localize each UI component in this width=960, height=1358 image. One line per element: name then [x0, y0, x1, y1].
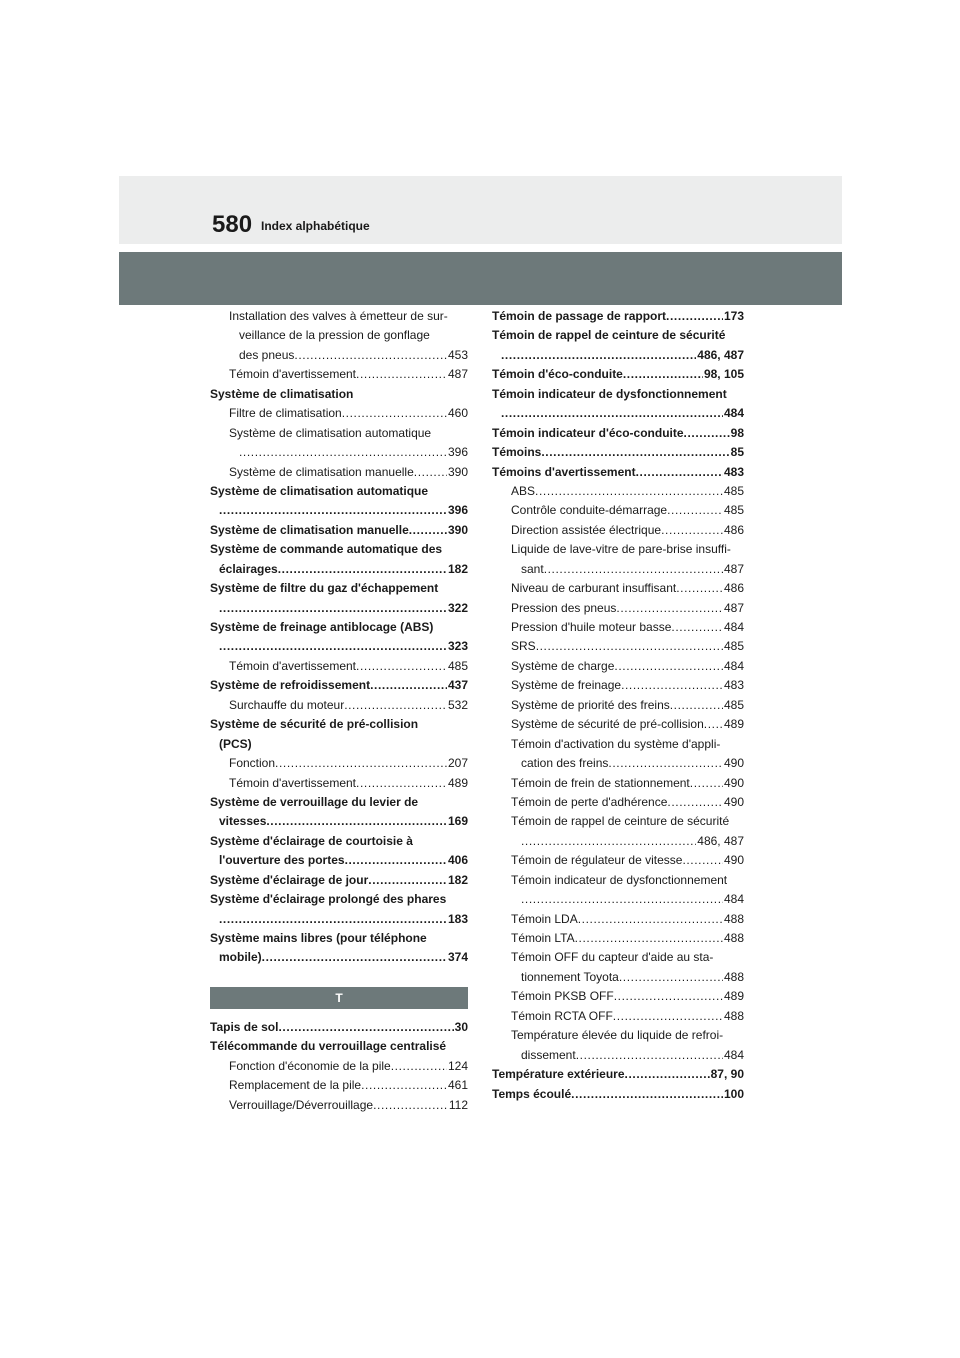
dot-leader: [391, 1057, 447, 1076]
dot-leader: [278, 560, 447, 579]
index-entry: [492, 599, 744, 618]
dot-leader: [368, 871, 447, 890]
index-entry-text: Témoin indicateur de dysfonctionnement: [492, 386, 727, 401]
dot-leader: [521, 832, 696, 851]
index-entry-page: 182: [447, 872, 468, 887]
index-entry: [210, 424, 468, 443]
index-entry-text: Système de freinage antiblocage (ABS): [210, 620, 434, 634]
index-entry-page: 169: [447, 814, 468, 829]
index-entry-page: 532: [447, 697, 468, 712]
index-entry: [210, 1018, 468, 1037]
index-entry-text: Système de verrouillage du levier de: [210, 794, 419, 809]
index-entry-page: 489: [723, 989, 744, 1004]
index-entry: [492, 521, 744, 540]
index-entry: [492, 910, 744, 929]
index-entry: [210, 579, 468, 598]
index-entry-text: éclairages: [219, 561, 278, 576]
index-entry-page: 484: [723, 1047, 744, 1062]
index-entry: [492, 424, 744, 443]
index-entry-text: Témoin indicateur d'éco-conduite: [492, 425, 684, 440]
index-entry-page: 485: [447, 658, 468, 673]
dot-leader: [625, 1065, 710, 1084]
dot-leader: [278, 1018, 453, 1037]
dot-leader: [636, 463, 723, 482]
index-entry-text: vitesses: [219, 814, 267, 829]
dot-leader: [667, 793, 723, 812]
index-entry: [210, 774, 468, 793]
index-entry-page: 485: [723, 639, 744, 654]
index-entry: [210, 365, 468, 384]
dot-leader: [623, 365, 703, 384]
index-entry-page: 484: [723, 658, 744, 673]
dot-leader: [619, 968, 723, 987]
index-entry-text: tionnement Toyota: [521, 969, 619, 984]
index-entry-page: 437: [447, 678, 468, 693]
index-entry: [210, 1057, 468, 1076]
index-entry: [492, 1046, 744, 1065]
index-entry-text: Système de climatisation automatique: [229, 425, 432, 440]
index-entry-page: 488: [723, 931, 744, 945]
index-entry: [492, 851, 744, 870]
index-entry: [210, 929, 468, 948]
index-entry: [492, 948, 744, 967]
dot-leader: [676, 579, 723, 598]
index-column-t-section: [210, 1018, 468, 1115]
index-entry-page: 396: [447, 445, 468, 460]
index-entry-text: Témoin de rappel de ceinture de sécurité: [511, 814, 730, 829]
dot-leader: [219, 599, 447, 618]
index-entry: [210, 443, 468, 462]
index-entry-page: 483: [723, 464, 744, 479]
dot-leader: [262, 948, 447, 967]
index-entry: [492, 774, 744, 793]
index-entry-text: mobile): [219, 950, 262, 965]
index-entry-page: 124: [447, 1058, 468, 1073]
index-entry-text: Témoin de frein de stationnement: [511, 775, 690, 790]
index-entry-text: Système de freinage: [511, 678, 622, 693]
dot-leader: [501, 346, 696, 365]
index-entry: [210, 385, 468, 404]
index-entry-page: 207: [447, 756, 468, 771]
dot-leader: [275, 754, 447, 773]
index-entry: [210, 948, 468, 967]
index-entry-text: Système d'éclairage de jour: [210, 872, 369, 887]
index-entry-text: Témoin d'activation du système d'appli-: [511, 736, 721, 751]
index-entry-text: Tapis de sol: [210, 1020, 279, 1034]
index-entry-text: veillance de la pression de gonflage: [239, 328, 430, 343]
index-entry-text: Témoin de rappel de ceinture de sécurité: [492, 328, 726, 343]
index-entry: [492, 657, 744, 676]
index-entry-page: 490: [723, 775, 744, 790]
index-entry-text: Système de charge: [511, 658, 615, 673]
index-entry: [492, 832, 744, 851]
index-entry: [492, 793, 744, 812]
index-entry-text: Témoin LDA: [511, 911, 578, 926]
index-entry: [492, 307, 744, 326]
index-entry-page: 486, 487: [697, 833, 744, 848]
index-entry-text: SRS: [511, 639, 536, 654]
dot-leader: [356, 774, 447, 793]
dot-leader: [575, 929, 723, 948]
dot-leader: [576, 1046, 723, 1065]
index-entry: [492, 346, 744, 365]
index-entry-page: 390: [447, 464, 468, 479]
dot-leader: [614, 987, 723, 1006]
index-entry: [210, 307, 468, 326]
index-entry-text: Système de climatisation: [210, 386, 354, 401]
index-entry-text: l'ouverture des portes: [219, 853, 345, 868]
index-entry-text: Fonction: [229, 756, 276, 771]
index-entry-page: 490: [723, 853, 744, 868]
dot-leader: [684, 424, 730, 443]
index-entry: [492, 579, 744, 598]
index-entry-text: Témoin indicateur de dysfonctionnement: [511, 872, 728, 887]
dot-leader: [666, 307, 723, 326]
index-entry-text: Système de climatisation manuelle: [229, 464, 414, 479]
index-entry: [492, 871, 744, 890]
index-entry-text: Verrouillage/Déverrouillage: [229, 1097, 374, 1112]
dot-leader: [682, 851, 723, 870]
index-entry: [210, 404, 468, 423]
index-entry-text: Témoin de passage de rapport: [492, 309, 667, 323]
index-entry-page: 484: [723, 406, 744, 421]
index-entry: [492, 754, 744, 773]
index-entry-page: 486: [723, 522, 744, 537]
index-entry-text: Contrôle conduite-démarrage: [511, 503, 668, 518]
index-entry-page: 98, 105: [703, 367, 744, 382]
index-entry-text: Témoin d'avertissement: [229, 367, 357, 382]
index-entry-text: Température élevée du liquide de refroi-: [511, 1028, 724, 1043]
index-entry-text: Système mains libres (pour téléphone: [210, 931, 427, 945]
index-column-right: [492, 307, 744, 1104]
dot-leader: [621, 676, 723, 695]
index-entry-text: Installation des valves à émetteur de sur-: [229, 309, 448, 323]
index-entry: [492, 890, 744, 909]
index-entry-text: Système de climatisation manuelle: [210, 522, 409, 537]
index-entry: [492, 501, 744, 520]
index-entry-page: 487: [723, 561, 744, 576]
index-entry-text: Témoins: [492, 445, 542, 460]
dot-leader: [239, 443, 447, 462]
index-entry-page: 100: [723, 1086, 744, 1101]
section-title: Index alphabétique: [261, 219, 370, 233]
dot-leader: [219, 501, 447, 520]
index-entry-page: 485: [723, 503, 744, 518]
dot-leader: [544, 560, 723, 579]
index-entry: [492, 443, 744, 462]
index-entry: [210, 482, 468, 501]
index-entry: [210, 599, 468, 618]
dot-leader: [219, 910, 447, 929]
index-entry: [492, 987, 744, 1006]
index-entry-page: 183: [447, 911, 468, 926]
index-entry: [210, 326, 468, 345]
dot-leader: [294, 346, 447, 365]
index-entry: [492, 618, 744, 637]
dot-leader: [578, 910, 723, 929]
index-entry-page: 30: [454, 1020, 468, 1034]
index-entry: [492, 715, 744, 734]
index-entry: [492, 1065, 744, 1084]
index-entry: [492, 463, 744, 482]
index-entry-page: 396: [447, 503, 468, 518]
index-entry: [492, 404, 744, 423]
index-entry-page: 486, 487: [697, 347, 744, 362]
index-entry-text: Température extérieure: [492, 1067, 625, 1082]
index-entry-text: Niveau de carburant insuffisant: [511, 581, 677, 596]
index-entry: [492, 560, 744, 579]
index-entry-text: Filtre de climatisation: [229, 406, 342, 421]
index-entry: [210, 618, 468, 637]
index-entry: [492, 1026, 744, 1045]
index-entry-text: ABS: [511, 483, 536, 498]
dot-leader: [345, 851, 447, 870]
index-entry: [210, 657, 468, 676]
index-entry: [210, 910, 468, 929]
dot-leader: [661, 521, 723, 540]
index-entry: [210, 851, 468, 870]
index-entry: [210, 696, 468, 715]
dot-leader: [521, 890, 723, 909]
dot-leader: [361, 1076, 447, 1095]
dot-leader: [501, 404, 723, 423]
index-entry-text: Liquide de lave-vitre de pare-brise insuffi-: [511, 542, 731, 557]
index-entry-text: Témoin de perte d'adhérence: [511, 794, 668, 809]
index-entry-page: 487: [447, 367, 468, 382]
dot-leader: [704, 715, 723, 734]
letter-heading-t: T: [210, 987, 468, 1009]
index-entry: [210, 793, 468, 812]
index-entry-text: Système d'éclairage de courtoisie à: [210, 833, 413, 848]
index-entry-page: 460: [447, 406, 468, 421]
index-entry: [492, 676, 744, 695]
index-column-left: [210, 307, 468, 968]
index-entry-page: 406: [447, 853, 468, 868]
index-entry: [210, 501, 468, 520]
index-entry-page: 182: [447, 561, 468, 576]
index-entry-text: Système de filtre du gaz d'échappement: [210, 581, 439, 596]
index-entry-page: 374: [447, 950, 468, 965]
index-entry: [492, 326, 744, 345]
index-entry-page: 485: [723, 483, 744, 498]
index-entry-text: Témoin PKSB OFF: [511, 989, 614, 1004]
index-entry-text: Témoins d'avertissement: [492, 464, 636, 479]
dot-leader: [671, 618, 723, 637]
index-entry-page: 486: [723, 581, 744, 596]
index-entry-page: 484: [723, 620, 744, 634]
index-entry: [210, 890, 468, 909]
index-entry-page: 488: [723, 969, 744, 984]
index-entry: [210, 346, 468, 365]
index-entry: [492, 1007, 744, 1026]
dot-leader: [356, 365, 447, 384]
index-entry: [492, 968, 744, 987]
index-entry-page: 323: [447, 639, 468, 654]
index-entry: [210, 1096, 468, 1115]
dot-leader: [342, 404, 447, 423]
dot-leader: [608, 754, 723, 773]
index-entry: [492, 929, 744, 948]
index-entry-text: Pression des pneus: [511, 600, 617, 615]
index-entry-page: 98: [730, 425, 744, 440]
index-entry-page: 453: [447, 347, 468, 362]
index-entry: [210, 1076, 468, 1095]
index-entry-text: cation des freins: [521, 756, 609, 771]
dot-leader: [690, 774, 723, 793]
index-entry: [210, 540, 468, 559]
index-entry-text: Système de climatisation automatique: [210, 483, 429, 498]
index-entry-text: Témoin d'éco-conduite: [492, 367, 623, 382]
index-entry-page: 483: [723, 678, 744, 693]
index-entry-text: Système de refroidissement: [210, 678, 371, 693]
index-entry: [210, 463, 468, 482]
index-entry-text: Système de commande automatique des: [210, 542, 443, 557]
index-entry: [492, 365, 744, 384]
dot-leader: [536, 637, 723, 656]
index-entry: [492, 385, 744, 404]
index-entry-text: Pression d'huile moteur basse: [511, 620, 672, 634]
index-entry-page: 322: [447, 600, 468, 615]
dot-leader: [344, 696, 447, 715]
index-entry-text: Témoin RCTA OFF: [511, 1008, 613, 1023]
index-entry-text: Témoin d'avertissement: [229, 658, 357, 673]
index-entry-text: Témoin LTA: [511, 931, 575, 945]
index-entry-page: 488: [723, 1008, 744, 1023]
dot-leader: [616, 599, 723, 618]
index-entry: [210, 754, 468, 773]
index-entry-text: Remplacement de la pile: [229, 1078, 362, 1093]
index-entry: [492, 1085, 744, 1104]
index-entry: [492, 540, 744, 559]
index-entry-text: des pneus: [239, 347, 295, 362]
index-entry-page: 173: [723, 309, 744, 323]
index-entry: [210, 521, 468, 540]
index-entry-text: Surchauffe du moteur: [229, 697, 345, 712]
dot-leader: [571, 1085, 723, 1104]
index-entry-text: dissement: [521, 1047, 576, 1062]
index-entry: [492, 482, 744, 501]
index-entry-page: 489: [447, 775, 468, 790]
dot-leader: [409, 521, 447, 540]
index-entry-page: 112: [448, 1097, 468, 1112]
dot-leader: [614, 657, 723, 676]
dot-leader: [414, 463, 447, 482]
page-number: 580: [212, 211, 253, 238]
index-entry-text: Témoin de régulateur de vitesse: [511, 853, 683, 868]
index-entry-page: 489: [723, 717, 744, 732]
dot-leader: [356, 657, 447, 676]
index-entry: [210, 637, 468, 656]
index-entry: [210, 871, 468, 890]
index-entry: [210, 560, 468, 579]
index-entry-page: 490: [723, 794, 744, 809]
index-entry: [492, 637, 744, 656]
index-entry-text: sant: [521, 561, 544, 576]
index-entry-text: Direction assistée électrique: [511, 522, 662, 537]
index-entry-page: 488: [723, 911, 744, 926]
index-entry-text: Témoin OFF du capteur d'aide au sta-: [511, 950, 714, 965]
index-entry-page: 485: [723, 697, 744, 712]
index-entry-text: Témoin d'avertissement: [229, 775, 357, 790]
dot-leader: [370, 676, 447, 695]
header-gray-band: [119, 252, 842, 305]
index-entry: [210, 832, 468, 851]
dot-leader: [667, 501, 723, 520]
dot-leader: [535, 482, 723, 501]
index-entry-text: Temps écoulé: [492, 1086, 572, 1101]
dot-leader: [613, 1007, 723, 1026]
index-entry-page: 85: [730, 445, 744, 460]
index-entry: [492, 812, 744, 831]
index-entry-text: Système de sécurité de pré-collision: [511, 717, 704, 732]
index-entry-text: Fonction d'économie de la pile: [229, 1058, 391, 1073]
dot-leader: [541, 443, 729, 462]
index-entry-page: 490: [723, 756, 744, 771]
index-entry: [492, 696, 744, 715]
index-entry-page: 484: [723, 892, 744, 907]
index-entry-text: Système d'éclairage prolongé des phares: [210, 892, 447, 907]
index-entry-text: Télécommande du verrouillage centralisé: [210, 1039, 447, 1054]
index-entry: [210, 715, 468, 734]
index-entry: [210, 676, 468, 695]
index-entry-page: 87, 90: [710, 1067, 744, 1082]
index-entry-page: 390: [447, 522, 468, 537]
index-entry-text: Système de sécurité de pré-collision: [210, 717, 419, 732]
dot-leader: [219, 637, 447, 656]
dot-leader: [373, 1096, 448, 1115]
index-entry-page: 487: [723, 600, 744, 615]
index-entry: [492, 735, 744, 754]
index-entry: [210, 735, 468, 754]
dot-leader: [266, 812, 447, 831]
index-entry: [210, 812, 468, 831]
index-entry: [210, 1037, 468, 1056]
index-entry-text: Système de priorité des freins: [511, 697, 670, 712]
index-entry-text: (PCS): [219, 736, 252, 751]
index-entry-page: 461: [447, 1078, 468, 1093]
dot-leader: [670, 696, 723, 715]
